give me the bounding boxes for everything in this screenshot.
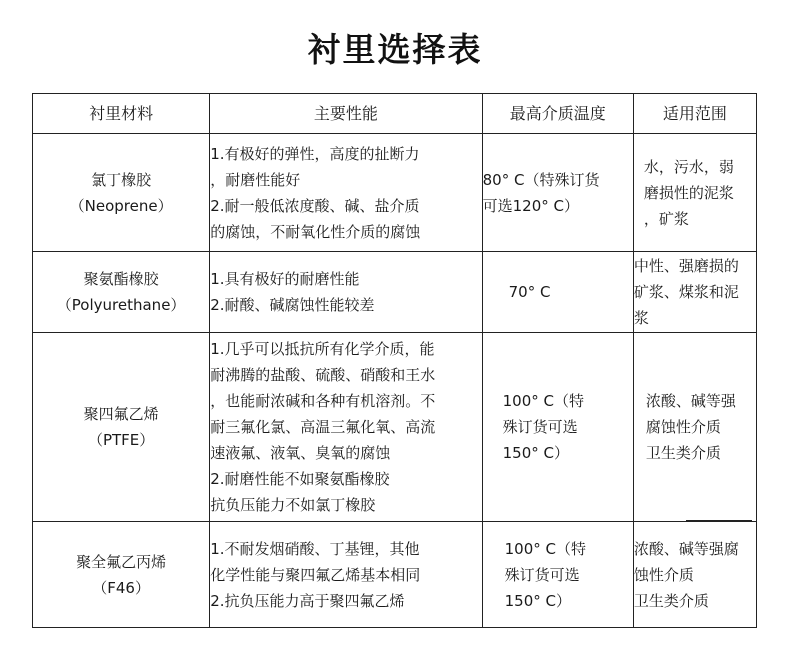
- material-name: 聚氨酯橡胶: [83, 270, 159, 288]
- temperature-line: 可选120° C）: [482, 196, 579, 215]
- temperature-line: 100° C（特: [502, 392, 584, 410]
- temperature-line: 150° C）: [502, 444, 569, 462]
- property-line: 2.耐磨性能不如聚氨酯橡胶: [210, 470, 390, 488]
- temperature-line: 殊订货可选: [502, 418, 578, 436]
- property-line: ，耐磨性能好: [210, 170, 301, 189]
- lining-selection-table: [32, 93, 757, 628]
- range-cell: [633, 522, 756, 628]
- range-line: 浓酸、碱等强腐: [633, 539, 739, 558]
- table-row: [33, 522, 757, 628]
- property-line: 1.具有极好的耐磨性能: [210, 270, 360, 288]
- property-line: 抗负压能力不如氯丁橡胶: [210, 496, 376, 514]
- temperature-line: 殊订货可选: [504, 565, 580, 584]
- range-line: 蚀性介质: [633, 565, 694, 584]
- range-line: 矿浆、煤浆和泥: [633, 283, 739, 301]
- temperature-cell: [482, 252, 633, 333]
- temperature-line: 150° C）: [504, 591, 571, 610]
- property-line: 耐沸腾的盐酸、硫酸、硝酸和王水: [210, 366, 436, 384]
- property-line: 耐三氟化氯、高温三氟化氧、高流: [210, 418, 436, 436]
- property-cell: [210, 333, 482, 522]
- material-name: 聚四氟乙烯: [83, 405, 159, 423]
- property-line: 2.耐一般低浓度酸、碱、盐介质: [210, 196, 420, 215]
- header-range: 适用范围: [633, 94, 756, 134]
- range-cell: [633, 134, 756, 252]
- range-line: 卫生类介质: [645, 444, 721, 462]
- temperature-line: 100° C（特: [504, 539, 586, 558]
- material-cell: [33, 333, 210, 522]
- property-line: 1.不耐发烟硝酸、丁基锂，其他: [210, 539, 420, 558]
- range-line: 浆: [633, 309, 649, 327]
- property-line: 2.抗负压能力高于聚四氟乙烯: [210, 591, 405, 610]
- property-line: 1.有极好的弹性，高度的扯断力: [210, 144, 420, 163]
- property-line: 的腐蚀，不耐氧化性介质的腐蚀: [210, 222, 421, 241]
- temperature-cell: [482, 134, 633, 252]
- range-line: 水，污水，弱: [643, 157, 734, 176]
- temperature-line: 70° C: [508, 283, 551, 301]
- property-line: 速液氟、液氧、臭氧的腐蚀: [210, 444, 391, 462]
- property-line: 化学性能与聚四氟乙烯基本相同: [210, 565, 421, 584]
- stray-divider-line: [686, 520, 752, 522]
- material-cell: [33, 134, 210, 252]
- property-cell: [210, 522, 482, 628]
- range-cell: [633, 333, 756, 522]
- range-line: 腐蚀性介质: [645, 418, 721, 436]
- table-row: [33, 134, 757, 252]
- temperature-cell: [482, 522, 633, 628]
- table-row: [33, 333, 757, 522]
- temperature-line: 80° C（特殊订货: [482, 170, 600, 189]
- header-temperature: 最高介质温度: [482, 94, 633, 134]
- property-line: ，也能耐浓碱和各种有机溶剂。不: [210, 392, 436, 410]
- temperature-cell: [482, 333, 633, 522]
- range-line: 卫生类介质: [633, 591, 709, 610]
- property-cell: [210, 252, 482, 333]
- header-property: 主要性能: [210, 94, 482, 134]
- range-line: 磨损性的泥浆: [643, 183, 734, 202]
- table-row: [33, 252, 757, 333]
- range-line: ，矿浆: [643, 209, 689, 228]
- property-cell: [210, 134, 482, 252]
- material-cell: [33, 252, 210, 333]
- material-english-name: （Polyurethane）: [56, 296, 186, 314]
- material-english-name: （Neoprene）: [69, 196, 173, 215]
- range-line: 中性、强磨损的: [633, 257, 739, 275]
- property-line: 2.耐酸、碱腐蚀性能较差: [210, 296, 375, 314]
- material-english-name: （F46）: [92, 578, 150, 597]
- material-cell: [33, 522, 210, 628]
- property-line: 1.几乎可以抵抗所有化学介质，能: [210, 340, 435, 358]
- table-header-row: [33, 94, 757, 134]
- range-line: 浓酸、碱等强: [645, 392, 736, 410]
- header-material: 衬里材料: [33, 94, 210, 134]
- range-cell: [633, 252, 756, 333]
- material-english-name: （PTFE）: [87, 431, 155, 449]
- material-name: 聚全氟乙丙烯: [76, 552, 167, 571]
- page-title: 衬里选择表: [307, 30, 483, 69]
- material-name: 氯丁橡胶: [91, 170, 152, 189]
